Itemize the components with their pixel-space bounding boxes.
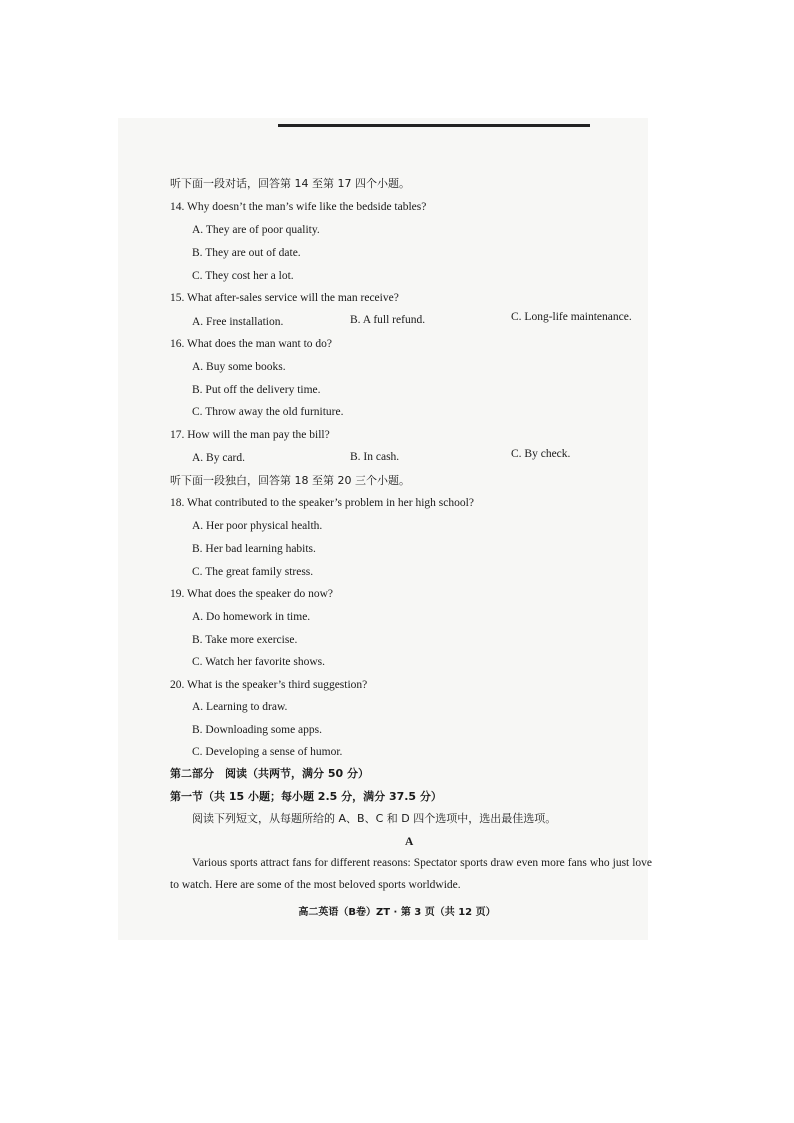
q16-option-a: A. Buy some books. — [192, 361, 286, 373]
passage-label: A — [405, 836, 414, 848]
question-17: 17. How will the man pay the bill? — [170, 429, 330, 441]
q14-option-b: B. They are out of date. — [192, 247, 301, 259]
q19-option-a: A. Do homework in time. — [192, 611, 311, 623]
question-16: 16. What does the man want to do? — [170, 338, 333, 350]
q17-option-c: C. By check. — [511, 448, 571, 460]
q20-option-b: B. Downloading some apps. — [192, 724, 323, 736]
q18-option-c: C. The great family stress. — [192, 566, 314, 578]
page-footer — [0, 903, 794, 918]
question-20: 20. What is the speaker’s third suggestion? — [170, 679, 368, 691]
section-instruction-listening-2: 听下面一段独白，回答第 18 至第 20 三个小题。 — [170, 474, 410, 487]
q19-option-c: C. Watch her favorite shows. — [192, 656, 325, 668]
q14-option-c: C. They cost her a lot. — [192, 270, 294, 282]
section-instruction-listening-1: 听下面一段对话，回答第 14 至第 17 四个小题。 — [170, 177, 410, 190]
reading-instruction: 阅读下列短文，从每题所给的 A、B、C 和 D 四个选项中，选出最佳选项。 — [192, 812, 557, 825]
q15-option-b: B. A full refund. — [350, 314, 426, 326]
question-15: 15. What after-sales service will the man receive? — [170, 292, 399, 304]
q20-option-c: C. Developing a sense of humor. — [192, 746, 343, 758]
q15-option-c: C. Long-life maintenance. — [511, 311, 632, 323]
q16-option-c: C. Throw away the old furniture. — [192, 406, 344, 418]
q14-option-a: A. They are of poor quality. — [192, 224, 320, 236]
q15-option-a: A. Free installation. — [192, 316, 284, 328]
header-rule — [278, 124, 590, 127]
passage-paragraph — [170, 852, 652, 896]
q20-option-a: A. Learning to draw. — [192, 701, 288, 713]
question-14: 14. Why doesn’t the man’s wife like the bedside tables? — [170, 201, 427, 213]
q16-option-b: B. Put off the delivery time. — [192, 384, 321, 396]
q19-option-b: B. Take more exercise. — [192, 634, 298, 646]
q17-option-b: B. In cash. — [350, 451, 400, 463]
footer-text: 高二英语（B卷）ZT · 第 3 页（共 12 页） — [298, 907, 496, 918]
q18-option-a: A. Her poor physical health. — [192, 520, 323, 532]
q18-option-b: B. Her bad learning habits. — [192, 543, 316, 555]
passage-text: Various sports attract fans for different reasons: Spectator sports draw even more fans who just love to watch. Here are some of the most beloved sports worldwide. — [170, 857, 652, 891]
part-two-heading: 第二部分 阅读（共两节，满分 50 分） — [170, 767, 369, 780]
question-19: 19. What does the speaker do now? — [170, 588, 333, 600]
question-18: 18. What contributed to the speaker’s problem in her high school? — [170, 497, 474, 509]
q17-option-a: A. By card. — [192, 452, 246, 464]
section-one-heading: 第一节（共 15 小题；每小题 2.5 分，满分 37.5 分） — [170, 790, 442, 803]
